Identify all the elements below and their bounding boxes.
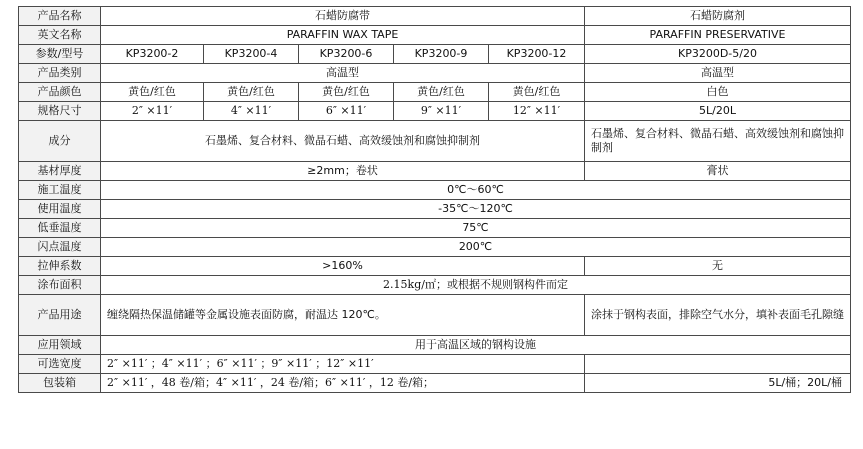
tape-size: 4″ ×11′: [204, 102, 299, 121]
tape-packaging: 2″ ×11′ ，48 卷/箱；4″ ×11′ ，24 卷/箱；6″ ×11′ ，12 卷/箱；: [101, 374, 585, 393]
label-usage: 产品用途: [19, 295, 101, 336]
label-flash-point: 闪点温度: [19, 238, 101, 257]
preservative-model: KP3200D-5/20: [585, 45, 851, 64]
label-packaging: 包装箱: [19, 374, 101, 393]
tape-elongation: >160%: [101, 257, 585, 276]
row-composition: [19, 121, 851, 162]
label-application: 应用领域: [19, 336, 101, 355]
row-elongation: [19, 257, 851, 276]
row-sag-temp: [19, 219, 851, 238]
row-usage: [19, 295, 851, 336]
preservative-thickness: 膏状: [585, 162, 851, 181]
tape-color: 黄色/红色: [101, 83, 204, 102]
preservative-category: 高温型: [585, 64, 851, 83]
label-coverage: 涂布面积: [19, 276, 101, 295]
preservative-size: 5L/20L: [585, 102, 851, 121]
row-color: [19, 83, 851, 102]
row-flash-point: [19, 238, 851, 257]
tape-color: 黄色/红色: [489, 83, 585, 102]
tape-size: 6″ ×11′: [299, 102, 394, 121]
preservative-english-name: PARAFFIN PRESERVATIVE: [585, 26, 851, 45]
preservative-composition: 石墨烯、复合材料、微晶石蜡、高效缓蚀剂和腐蚀抑制剂: [585, 121, 851, 162]
tape-color: 黄色/红色: [394, 83, 489, 102]
tape-size: 9″ ×11′: [394, 102, 489, 121]
tape-english-name: PARAFFIN WAX TAPE: [101, 26, 585, 45]
tape-size: 2″ ×11′: [101, 102, 204, 121]
label-service-temp: 使用温度: [19, 200, 101, 219]
tape-model: KP3200-6: [299, 45, 394, 64]
tape-size: 12″ ×11′: [489, 102, 585, 121]
sag-temp-value: 75℃: [101, 219, 851, 238]
preservative-color: 白色: [585, 83, 851, 102]
row-packaging: [19, 374, 851, 393]
row-english-name: [19, 26, 851, 45]
construction-temp-value: 0℃～60℃: [101, 181, 851, 200]
preservative-name: 石蜡防腐剂: [585, 7, 851, 26]
tape-model: KP3200-9: [394, 45, 489, 64]
label-size: 规格尺寸: [19, 102, 101, 121]
preservative-elongation: 无: [585, 257, 851, 276]
label-english-name: 英文名称: [19, 26, 101, 45]
tape-name: 石蜡防腐带: [101, 7, 585, 26]
tape-model: KP3200-4: [204, 45, 299, 64]
row-product-name: [19, 7, 851, 26]
tape-composition: 石墨烯、复合材料、微晶石蜡、高效缓蚀剂和腐蚀抑制剂: [101, 121, 585, 162]
label-construction-temp: 施工温度: [19, 181, 101, 200]
row-construction-temp: [19, 181, 851, 200]
tape-usage: 缠绕隔热保温储罐等金属设施表面防腐，耐温达 120℃。: [101, 295, 585, 336]
row-model: [19, 45, 851, 64]
label-product-name: 产品名称: [19, 7, 101, 26]
coverage-value: 2.15kg/㎡；或根据不规则钢构件而定: [101, 276, 851, 295]
label-composition: 成分: [19, 121, 101, 162]
preservative-usage: 涂抹于钢构表面，排除空气水分，填补表面毛孔隙缝: [585, 295, 851, 336]
label-model: 参数/型号: [19, 45, 101, 64]
label-color: 产品颜色: [19, 83, 101, 102]
product-spec-table: [18, 6, 851, 393]
row-application: [19, 336, 851, 355]
label-width-options: 可选宽度: [19, 355, 101, 374]
label-elongation: 拉伸系数: [19, 257, 101, 276]
tape-width-options: 2″ ×11′ ；4″ ×11′ ；6″ ×11′ ；9″ ×11′ ；12″ ×11′: [101, 355, 585, 374]
row-coverage: [19, 276, 851, 295]
tape-thickness: ≥2mm；卷状: [101, 162, 585, 181]
tape-color: 黄色/红色: [299, 83, 394, 102]
row-service-temp: [19, 200, 851, 219]
row-thickness: [19, 162, 851, 181]
row-category: [19, 64, 851, 83]
label-category: 产品类别: [19, 64, 101, 83]
preservative-packaging: 5L/桶；20L/桶: [585, 374, 851, 393]
label-sag-temp: 低垂温度: [19, 219, 101, 238]
tape-category: 高温型: [101, 64, 585, 83]
row-width-options: [19, 355, 851, 374]
label-thickness: 基材厚度: [19, 162, 101, 181]
service-temp-value: -35℃～120℃: [101, 200, 851, 219]
row-size: [19, 102, 851, 121]
flash-point-value: 200℃: [101, 238, 851, 257]
tape-color: 黄色/红色: [204, 83, 299, 102]
application-value: 用于高温区域的钢构设施: [101, 336, 851, 355]
preservative-width-options: [585, 355, 851, 374]
tape-model: KP3200-12: [489, 45, 585, 64]
tape-model: KP3200-2: [101, 45, 204, 64]
